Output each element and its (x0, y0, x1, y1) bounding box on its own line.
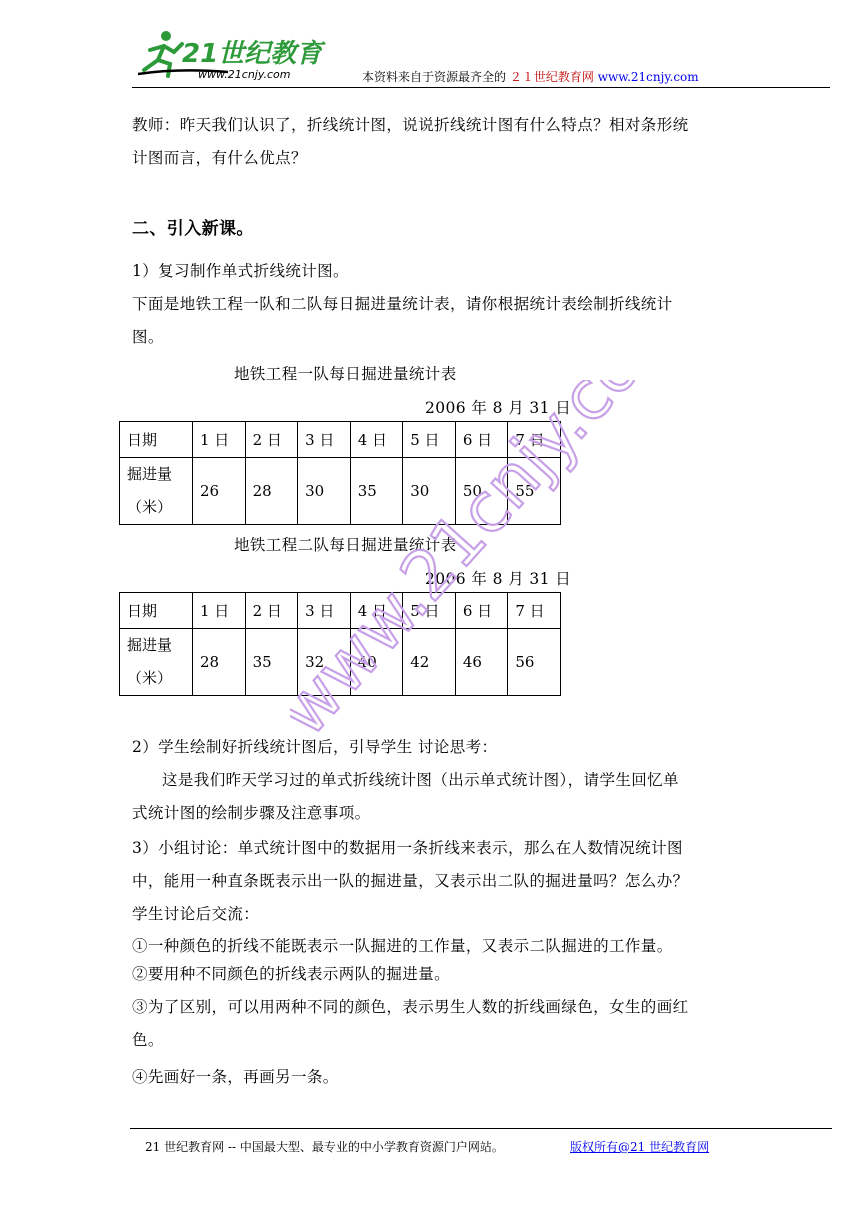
table2 (119, 592, 561, 696)
table1-value: 28 (245, 458, 298, 525)
tagline-site-link[interactable]: ２１世纪教育网 (509, 70, 594, 84)
table1-day: 3 日 (298, 422, 351, 458)
table2-value: 56 (508, 629, 561, 696)
table1-day: 5 日 (403, 422, 456, 458)
step-3-line-1: 3）小组讨论：单式统计图中的数据用一条折线来表示，那么在人数情况统计图 (132, 839, 683, 857)
row-label-line-2: （米） (127, 498, 173, 516)
logo-url: www.21cnjy.com (198, 68, 291, 81)
section-heading: 二、引入新课。 (132, 219, 254, 239)
header-divider (132, 87, 830, 88)
row-label-line-1: 掘进量 (127, 636, 173, 654)
table2-row-label (120, 629, 193, 696)
table1-value: 26 (193, 458, 246, 525)
table1-day: 1 日 (193, 422, 246, 458)
point-1: ①一种颜色的折线不能既表示一队掘进的工作量，又表示二队掘进的工作量。 (132, 937, 673, 955)
table1-day: 2 日 (245, 422, 298, 458)
table2-header-label: 日期 (120, 593, 193, 629)
point-3-line-2: 色。 (132, 1031, 164, 1049)
point-3-line-1: ③为了区别，可以用两种不同的颜色，表示男生人数的折线画绿色，女生的画红 (132, 998, 689, 1016)
task-line-2: 图。 (132, 328, 164, 346)
table1-value: 35 (350, 458, 403, 525)
table2-value: 42 (403, 629, 456, 696)
table2-value: 35 (245, 629, 298, 696)
table1-row-label (120, 458, 193, 525)
table2-value: 28 (193, 629, 246, 696)
site-logo (138, 28, 338, 84)
table1-value: 30 (298, 458, 351, 525)
table1-date: 2006 年 8 月 31 日 (425, 399, 572, 417)
table1 (119, 421, 561, 525)
intro-line-1: 教师：昨天我们认识了，折线统计图，说说折线统计图有什么特点？相对条形统 (132, 116, 689, 134)
table2-date: 2006 年 8 月 31 日 (425, 570, 572, 588)
footer-divider (130, 1128, 832, 1129)
footer-text: 21 世纪教育网 -- 中国最大型、最专业的中小学教育资源门户网站。 (145, 1140, 504, 1154)
point-4: ④先画好一条，再画另一条。 (132, 1068, 339, 1086)
table2-day: 6 日 (455, 593, 508, 629)
table1-value: 30 (403, 458, 456, 525)
table2-day: 5 日 (403, 593, 456, 629)
tagline-url-link[interactable]: www.21cnjy.com (597, 70, 699, 84)
step-2-line-2: 式统计图的绘制步骤及注意事项。 (132, 804, 371, 822)
table2-day: 7 日 (508, 593, 561, 629)
step-2: 2）学生绘制好折线统计图后，引导学生 讨论思考： (132, 738, 498, 756)
table1-day: 6 日 (455, 422, 508, 458)
step-1: 1）复习制作单式折线统计图。 (132, 262, 349, 280)
task-line-1: 下面是地铁工程一队和二队每日掘进量统计表，请你根据统计表绘制折线统计 (132, 295, 673, 313)
table2-day: 3 日 (298, 593, 351, 629)
table2-caption: 地铁工程二队每日掘进量统计表 (234, 536, 457, 554)
intro-line-2: 计图而言，有什么优点？ (132, 149, 307, 167)
step-2-line-1: 这是我们昨天学习过的单式折线统计图（出示单式统计图），请学生回忆单 (162, 771, 679, 789)
header-tagline (362, 68, 699, 85)
table2-day: 4 日 (350, 593, 403, 629)
footer-copyright-link[interactable]: 版权所有@21 世纪教育网 (570, 1140, 710, 1154)
table2-value: 40 (350, 629, 403, 696)
row-label-line-2: （米） (127, 669, 173, 687)
point-2: ②要用种不同颜色的折线表示两队的掘进量。 (132, 965, 451, 983)
watermark-text: www.21cnjy.com (290, 380, 670, 752)
table2-value: 32 (298, 629, 351, 696)
table2-day: 1 日 (193, 593, 246, 629)
table1-day: 7 日 (508, 422, 561, 458)
table1-header-label: 日期 (120, 422, 193, 458)
exchange-line: 学生讨论后交流： (132, 905, 260, 923)
table1-caption: 地铁工程一队每日掘进量统计表 (234, 365, 457, 383)
table2-value: 46 (455, 629, 508, 696)
table2-day: 2 日 (245, 593, 298, 629)
table1-value: 50 (455, 458, 508, 525)
row-label-line-1: 掘进量 (127, 465, 173, 483)
tagline-prefix: 本资料来自于资源最齐全的 (362, 70, 507, 84)
table1-day: 4 日 (350, 422, 403, 458)
logo-wordmark: 21世纪教育 (182, 39, 323, 69)
table1-value: 55 (508, 458, 561, 525)
step-3-line-2: 中，能用一种直条既表示出一队的掘进量，又表示出二队的掘进量吗？怎么办？ (132, 872, 689, 890)
